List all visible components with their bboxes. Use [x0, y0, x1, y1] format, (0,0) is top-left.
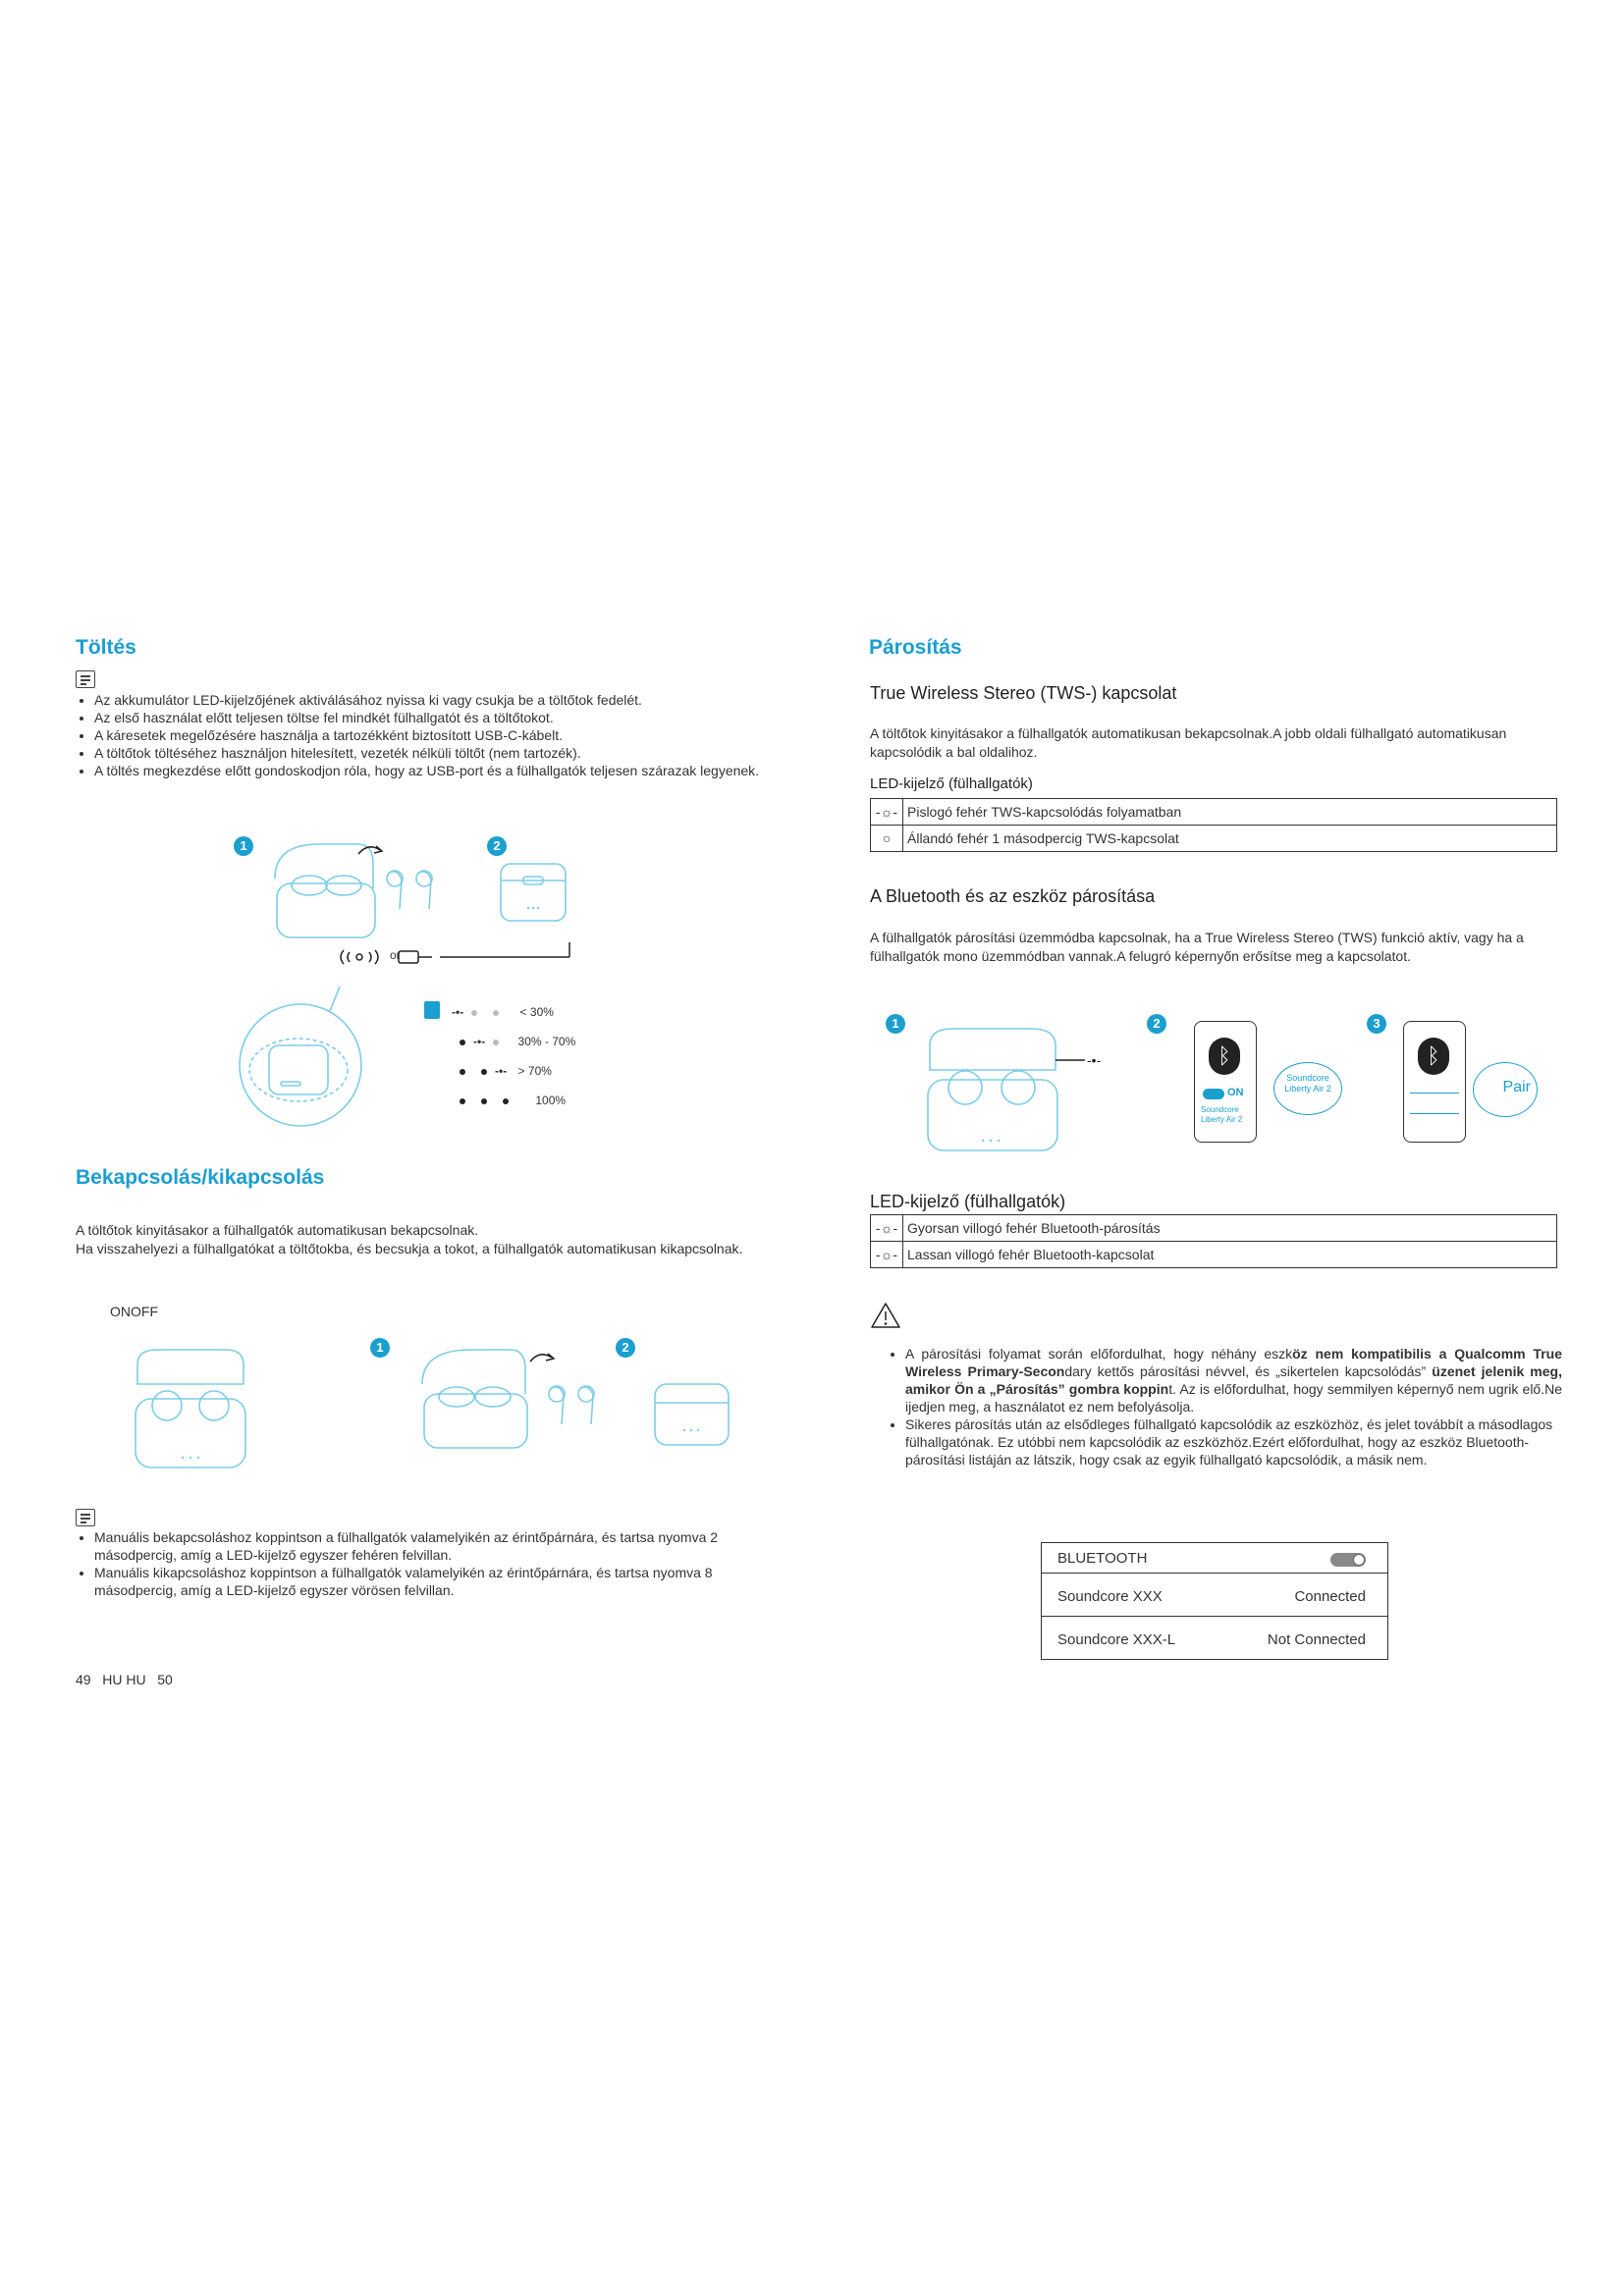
power-text-2: Ha visszahelyezi a fülhallgatókat a töltőtokba, és becsukja a tokot, a fülhallgatók automatikusan kikapcsolnak. — [76, 1241, 743, 1256]
bluetooth-icon: ᛒ — [1418, 1038, 1449, 1075]
closed-case-illustration — [496, 859, 574, 928]
device-row[interactable] — [1057, 1588, 1372, 1605]
device-label: Soundcore Liberty Air 2 — [1201, 1105, 1243, 1124]
table-row — [871, 826, 1557, 852]
open-case-illustration — [128, 1345, 255, 1472]
bluetooth-panel — [1041, 1542, 1388, 1660]
charging-bullets — [77, 691, 764, 779]
tws-led-table — [870, 798, 1557, 852]
bluetooth-icon: ᛒ — [1209, 1038, 1240, 1075]
table-cell: Állandó fehér 1 másodpercig TWS-kapcsolat — [903, 826, 1557, 852]
device-row[interactable] — [1057, 1631, 1372, 1648]
phone-pair-dialog — [1403, 1021, 1466, 1143]
step-badge: 1 — [886, 1014, 905, 1034]
battery-level-label: 100% — [535, 1094, 567, 1107]
charging-title: Töltés — [76, 636, 136, 659]
bullet-item: • Manuális bekapcsoláshoz koppintson a fülhallgatók valamelyikén az érintőpárnára, és tartsa nyomva 2 másodpercig, amíg a LED-kijelző egyszer fehéren felvillan. — [94, 1528, 764, 1564]
power-text-1: A töltőtok kinyitásakor a fülhallgatók automatikusan bekapcsolnak. — [76, 1222, 479, 1238]
tws-text: A töltőtok kinyitásakor a fülhallgatók automatikusan bekapcsolnak.A jobb oldali fülhallgató automatikusan kapcsolódik a bal oldalihoz. — [870, 725, 1507, 760]
step-badge: 1 — [370, 1338, 390, 1358]
led-steady-icon: ○ — [871, 826, 903, 852]
phone-bluetooth-on — [1194, 1021, 1257, 1143]
bt-heading: A Bluetooth és az eszköz párosítása — [870, 886, 1156, 906]
divider — [1042, 1573, 1387, 1574]
step-badge: 3 — [1367, 1014, 1386, 1034]
battery-icon — [424, 1001, 440, 1019]
step-badge: 2 — [1147, 1014, 1166, 1034]
closed-case-illustration — [650, 1379, 733, 1453]
device-status: Connected — [1294, 1588, 1366, 1605]
tws-heading: True Wireless Stereo (TWS-) kapcsolat — [870, 683, 1177, 703]
pair-dialog — [1410, 1093, 1459, 1114]
toggle-icon — [1203, 1089, 1224, 1099]
bullet-item: • A párosítási folyamat során előfordulhat, hogy néhány eszköz nem kompatibilis a Qualcomm True Wireless Primary-Secondary kettős párosítási névvel, és „sikertelen kapcsolódás” üzenet jelenik meg, amikor Ön a „Párosítás” gombra koppint. Az is előfordulhat, hogy semmilyen képernyő nem ugrik elő.Ne ijedjen meg, a használatot ez nem befolyásolja. — [905, 1345, 1562, 1415]
step-badge: 2 — [487, 836, 507, 856]
svg-text:-•-: -•- — [1087, 1052, 1102, 1068]
page-numbers: 49 HU HU 50 — [76, 1672, 173, 1687]
battery-level-row: -•- > 70% — [452, 1064, 552, 1078]
wireless-charging-zoom-illustration — [232, 967, 369, 1129]
note-icon — [76, 670, 95, 688]
table-cell: Gyorsan villogó fehér Bluetooth-párosítás — [903, 1215, 1557, 1242]
bullet-item: • Sikeres párosítás után az elsődleges fülhallgató kapcsolódik az eszközhöz, és jelet továbbít a másodlagos fülhallgatónak. Ez utóbbi nem kapcsolódik az eszközhöz.Ezért előfordulhat, hogy az eszköz Bluetooth-párosítási listáján az látszik, hogy csak az egyik fülhallgató kapcsolódik, a másik nem. — [905, 1415, 1562, 1468]
battery-level-label: < 30% — [519, 1005, 554, 1019]
open-case-pairing-illustration — [918, 1021, 1114, 1158]
divider — [1042, 1616, 1387, 1617]
or-label: or — [390, 948, 401, 962]
bullet-item: • Az akkumulátor LED-kijelzőjének aktiválásához nyissa ki vagy csukja be a töltőtok fedelét. — [94, 691, 764, 709]
battery-level-label: 30% - 70% — [517, 1035, 576, 1048]
led-blink-icon: -☼- — [871, 1215, 903, 1242]
table-cell: Lassan villogó fehér Bluetooth-kapcsolat — [903, 1242, 1557, 1268]
bullet-item: • A káresetek megelőzésére használja a tartozékként biztosított USB-C-kábelt. — [94, 726, 764, 744]
bt-text: A fülhallgatók párosítási üzemmódba kapcsolnak, ha a True Wireless Stereo (TWS) funkció aktív, vagy ha a fülhallgatók mono üzemmódban vannak.A felugró képernyőn erősítse meg a kapcsolatot. — [870, 930, 1524, 964]
table-row — [871, 799, 1557, 826]
device-name: Soundcore XXX-L — [1057, 1631, 1176, 1648]
step-badge: 1 — [234, 836, 253, 856]
battery-level-row: -•- < 30% — [452, 1005, 554, 1019]
device-zoom-label: Soundcore Liberty Air 2 — [1273, 1062, 1342, 1115]
bullet-item: • A töltés megkezdése előtt gondoskodjon róla, hogy az USB-port és a fülhallgatók teljesen szárazak legyenek. — [94, 762, 764, 779]
battery-level-row: -•- 30% - 70% — [452, 1035, 575, 1048]
onoff-label: ONOFF — [110, 1304, 158, 1319]
table-row — [871, 1215, 1557, 1242]
power-title: Bekapcsolás/kikapcsolás — [76, 1166, 325, 1189]
open-case-earbuds-illustration — [265, 834, 442, 947]
bullet-item: • Az első használat előtt teljesen töltse fel mindkét fülhallgatót és a töltőtokot. — [94, 709, 764, 726]
bullet-item: • Manuális kikapcsoláshoz koppintson a fülhallgatók valamelyikén az érintőpárnára, és tartsa nyomva 8 másodpercig, amíg a LED-kijelző egyszer vörösen felvillan. — [94, 1564, 764, 1599]
pair-button-zoom[interactable]: Pair — [1473, 1062, 1538, 1117]
close-case-illustration — [412, 1340, 614, 1458]
bt-led-table — [870, 1214, 1557, 1268]
warning-icon — [870, 1301, 901, 1330]
on-label: ON — [1227, 1087, 1244, 1098]
bullet-item: • A töltőtok töltéséhez használjon hitelesített, vezeték nélküli töltőt (nem tartozék). — [94, 744, 764, 762]
bt-led-heading: LED-kijelző (fülhallgatók) — [870, 1192, 1066, 1211]
battery-level-row — [452, 1094, 566, 1107]
battery-level-label: > 70% — [517, 1064, 552, 1078]
pairing-title: Párosítás — [869, 636, 962, 659]
table-row — [871, 1242, 1557, 1268]
led-blink-icon: -☼- — [871, 799, 903, 826]
bluetooth-toggle[interactable] — [1330, 1553, 1366, 1567]
step-badge: 2 — [616, 1338, 635, 1358]
note-icon — [76, 1509, 95, 1526]
tws-led-heading: LED-kijelző (fülhallgatók) — [870, 775, 1033, 792]
device-status: Not Connected — [1267, 1631, 1366, 1648]
led-blink-icon: -☼- — [871, 1242, 903, 1268]
warning-bullets — [870, 1345, 1562, 1468]
table-cell: Pislogó fehér TWS-kapcsolódás folyamatban — [903, 799, 1557, 826]
device-name: Soundcore XXX — [1057, 1588, 1163, 1605]
bluetooth-panel-title: BLUETOOTH — [1057, 1550, 1148, 1567]
power-bullets — [77, 1528, 764, 1599]
